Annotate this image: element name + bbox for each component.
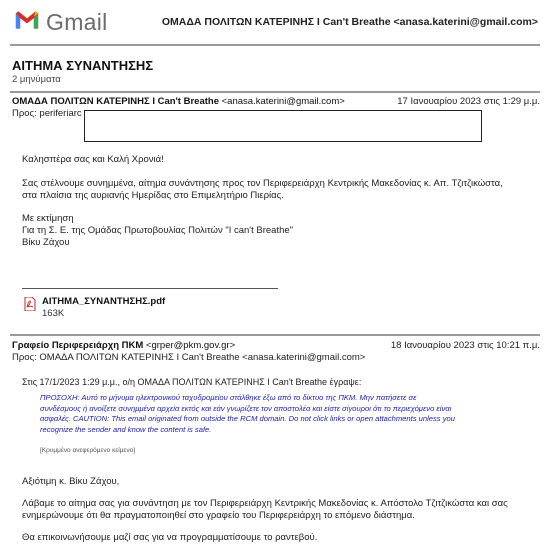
warning-line: συνδέσμους ή ανοίξετε συνημμένα αρχεία εκτός και εάν γνωρίζετε τον αποστολέα και είστε σίγουροι ότι το περιεχόμενο είναι (40, 403, 452, 413)
sender-email: <anasa.katerini@gmail.com> (221, 96, 345, 107)
message-2-line: Λάβαμε το αίτημα σας για συνάντηση με τον Περιφερειάρχη Κεντρικής Μακεδονίας κ. Απόστολο Τζιτζικώστα και σας (22, 498, 508, 509)
header-divider (10, 44, 540, 46)
message-2-sender[interactable] (12, 340, 235, 351)
thread-subject: ΑΙΤΗΜΑ ΣΥΝΑΝΤΗΣΗΣ (12, 58, 154, 73)
message-divider (10, 334, 540, 336)
sender-email: <grper@pkm.gov.gr> (145, 340, 236, 351)
attachment-divider (22, 288, 278, 289)
external-email-warning (40, 393, 510, 435)
message-2-line: ενημερώνουμε ότι θα πραγματοποιηθεί στο γραφείο του Περιφερειάρχη το επόμενο διάστημα. (22, 510, 415, 521)
attachment-size: 163K (42, 308, 65, 319)
show-quoted-text-link[interactable]: [Κρυμμένο ανεφερόμενο κείμενο] (40, 447, 136, 454)
gmail-wordmark[interactable]: Gmail (46, 9, 108, 35)
message-1-recipients: Προς: periferiarc (12, 108, 82, 119)
message-count: 2 μηνύματα (12, 74, 61, 85)
pdf-file-icon[interactable] (24, 297, 36, 311)
quote-intro: Στις 17/1/2023 1:29 μ.μ., ο/η ΟΜΑΔΑ ΠΟΛΙΤΩΝ ΚΑΤΕΡΙΝΗΣ I Can't Breathe έγραψε: (22, 377, 362, 387)
message-2-greeting: Αξιότιμη κ. Βίκυ Ζάχου, (22, 476, 120, 487)
message-1-signoff: Με εκτίμηση (22, 213, 74, 224)
message-2-date: 18 Ιανουαρίου 2023 στις 10:21 π.μ. (390, 340, 540, 351)
message-1-signature: Για τη Σ. Ε. της Ομάδας Πρωτοβουλίας Πολιτών "I can't Breathe" (22, 225, 294, 236)
message-1-sender[interactable] (12, 96, 345, 107)
warning-line: recognize the sender and know the content is safe. (40, 424, 212, 434)
message-2-closing: Θα επικοινωνήσουμε μαζί σας για να προγραμματίσουμε το ραντεβού. (22, 532, 318, 543)
message-divider (10, 91, 540, 93)
sender-name: ΟΜΑΔΑ ΠΟΛΙΤΩΝ ΚΑΤΕΡΙΝΗΣ I Can't Breathe (12, 96, 219, 107)
account-label: ΟΜΑΔΑ ΠΟΛΙΤΩΝ ΚΑΤΕΡΙΝΗΣ I Can't Breathe <anasa.katerini@gmail.com> (161, 16, 538, 28)
attachment-name[interactable]: ΑΙΤΗΜΑ_ΣΥΝΑΝΤΗΣΗΣ.pdf (42, 296, 166, 307)
sender-name: Γραφείο Περιφερειάρχη ΠΚΜ (12, 340, 144, 351)
message-1-line: Σας στέλνουμε συνημμένα, αίτημα συνάντησης προς τον Περιφερειάρχη Κεντρικής Μακεδονίας κ. Απ. Τζιτζικώστα, (22, 178, 503, 189)
warning-line: ασφαλές. CAUTION: This email originated from outside the RCM domain. Do not click links or open attachments unless you (40, 414, 455, 423)
redaction-box (84, 110, 482, 142)
message-2-recipients: Προς: ΟΜΑΔΑ ΠΟΛΙΤΩΝ ΚΑΤΕΡΙΝΗΣ I Can't Breathe <anasa.katerini@gmail.com> (12, 352, 366, 363)
message-1-date: 17 Ιανουαρίου 2023 στις 1:29 μ.μ. (397, 96, 540, 107)
warning-line: ΠΡΟΣΟΧΗ: Αυτό το μήνυμα ηλεκτρονικού ταχυδρομείου στάλθηκε έξω από το δίκτυο της ΠΚΜ. Μην πατήσετε σε (40, 393, 417, 402)
message-1-signature-name: Βίκυ Ζάχου (22, 237, 70, 248)
message-1-line: στα πλαίσια της αυριανής Ημερίδας στο Επιμελητήριο Πιερίας. (22, 190, 284, 201)
message-1-greeting: Καλησπέρα σας και Καλή Χρονιά! (22, 154, 164, 165)
gmail-logo-icon (12, 8, 42, 32)
